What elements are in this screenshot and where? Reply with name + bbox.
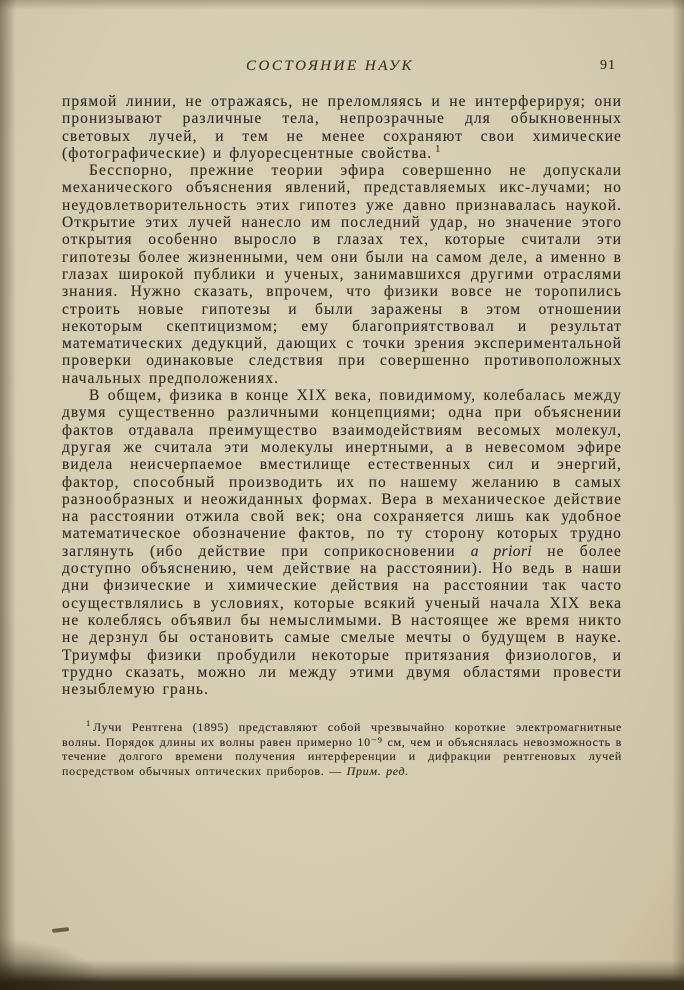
scan-shadow-left <box>0 0 16 990</box>
paragraph-1-text: прямой линии, не отражаясь, не преломляясь и не интерферируя; они пронизывают различные тела, непрозрачные для обыкновенных световых лучей, и тем не менее сохраняют свои химические (фотографические) и флуоресцентные свойства. <box>62 93 622 162</box>
footnote-ref: 1 <box>435 143 442 155</box>
body-text <box>62 93 622 698</box>
running-title: СОСТОЯНИЕ НАУК <box>246 58 414 74</box>
paragraph-2: Бесспорно, прежние теории эфира совершенно не допускали механического объяснения явлений, представляемых икс-лучами; но неудовлетворительность этих гипотез уже давно признавалась наукой. Открытие этих лучей нанесло им последний удар, но значение этого открытия особенно выросло в глазах тех, которые считали эти гипотезы более жизненными, чем они были на самом деле, а именно в глазах широкой публики и ученых, занимавшихся другими отраслями знания. Нужно сказать, впрочем, что физики вовсе не торопились строить новые гипотезы и были заражены в этом отношении некоторым скептицизмом; ему благоприятствовал и результат математических дедукций, дающих с точки зрения экспериментальной проверки одинаковые следствия при совершенно противоположных начальных предположениях. <box>62 162 622 387</box>
scan-shadow-right <box>672 0 684 990</box>
paragraph-3-part1: В общем, физика в конце XIX века, повидимому, колебалась между двумя существенно различными концепциями; одна при объяснении фактов отдавала преимущество взаимодействиям весомых молекул, другая же считала эти молекулы инертными, а в невесомом эфире видела неисчерпаемое вместилище естественных сил и энергий, фактор, способный производить их по нашему желанию в самых разнообразных и неожиданных формах. Вера в механическое действие на расстоянии отжила свой век; она сохраняется лишь как удобное математическое обозначение фактов, по ту сторону которых трудно заглянуть (ибо действие при соприкосновении <box>62 387 622 560</box>
scan-corner-smudge <box>0 938 110 990</box>
paragraph-3 <box>62 387 622 698</box>
paragraph-3-part2: не более доступно объяснению, чем действие на расстоянии). Но ведь в наши дни физические и химические действия на расстоянии так часто осуществлялись в условиях, которые всякий ученый начала XIX века не колеблясь объявил бы немыслимыми. В настоящее же время никто не дерзнул бы остановить самые смелые мечты о будущем в науке. Триумфы физики пробудили некоторые притязания физиологов, и трудно сказать, можно ли между этими двумя областями провести незыблемую грань. <box>62 542 622 699</box>
scan-artifact-dash <box>52 927 69 933</box>
footnote-marker: 1 <box>86 718 91 729</box>
page-header <box>62 58 622 80</box>
footnote-signature: Прим. ред. <box>346 763 409 778</box>
page-number: 91 <box>600 58 616 73</box>
scan-shadow-top <box>0 0 684 10</box>
page-content <box>62 58 622 778</box>
paragraph-1 <box>62 93 622 162</box>
latin-phrase: a priori <box>470 542 533 560</box>
footnote-text-line <box>62 720 622 778</box>
footnote-body: Лучи Рентгена (1895) представляют собой чрезвычайно короткие электромагнитные волны. Порядок длины их волны равен примерно 10⁻⁹ см, чем и объяснялась невозможность в течение долгого времени получения интерференции и дифракции рентгеновых лучей посредством обычных оптических приборов. — <box>62 720 622 778</box>
footnote <box>62 720 622 778</box>
